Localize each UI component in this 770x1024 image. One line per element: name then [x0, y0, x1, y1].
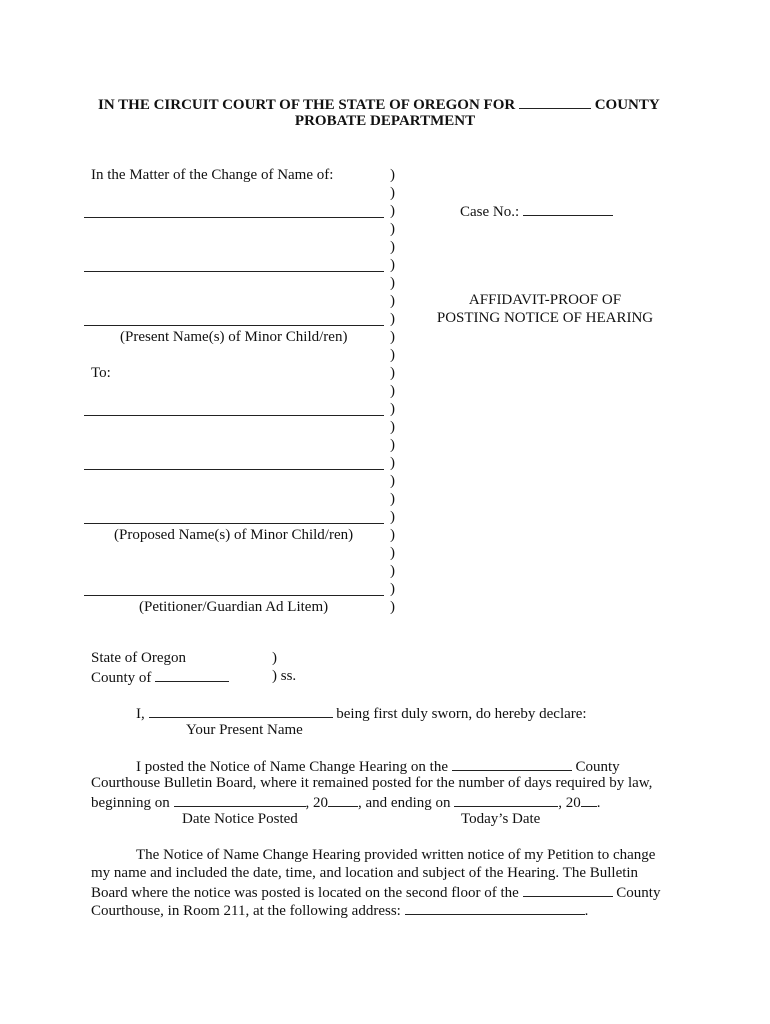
- p2-line1: The Notice of Name Change Hearing provided written notice of my Petition to change: [136, 847, 656, 863]
- caption-paren: ): [390, 437, 395, 453]
- p2-county-label: County: [616, 885, 661, 901]
- year2-label: , 20: [558, 795, 581, 811]
- your-name-blank[interactable]: [149, 703, 333, 718]
- caption-paren: ): [390, 275, 395, 291]
- caption-paren: ): [390, 203, 395, 219]
- beginning-label: beginning on: [91, 795, 170, 811]
- declare-prefix: I,: [136, 706, 145, 722]
- year2-blank[interactable]: [581, 792, 597, 807]
- address-blank[interactable]: [405, 900, 585, 915]
- county-of-blank[interactable]: [155, 667, 229, 682]
- caption-paren: ): [390, 545, 395, 561]
- caption-paren: ): [390, 239, 395, 255]
- caption-paren: ): [390, 419, 395, 435]
- case-no-blank[interactable]: [523, 201, 613, 216]
- todays-date-label: Today’s Date: [461, 811, 541, 827]
- p1-line3: [91, 792, 600, 812]
- p2-period: .: [584, 903, 589, 919]
- caption-paren: ): [390, 509, 395, 525]
- p1-line2: Courthouse Bulletin Board, where it remained posted for the number of days required by law,: [91, 775, 653, 791]
- p1-line1: [136, 756, 620, 776]
- your-name-label: Your Present Name: [186, 722, 303, 738]
- state-label: State of Oregon: [91, 650, 186, 666]
- caption-paren: ): [390, 527, 395, 543]
- declaration-line: [136, 703, 587, 723]
- proposed-line-3[interactable]: [84, 523, 384, 524]
- caption-paren: ): [390, 329, 395, 345]
- year1-blank[interactable]: [328, 792, 358, 807]
- county-label: COUNTY: [594, 97, 660, 113]
- caption-paren: ): [390, 257, 395, 273]
- county-of-label: County of: [91, 670, 152, 686]
- county-of: [91, 667, 229, 687]
- proposed-names-label: (Proposed Name(s) of Minor Child/ren): [114, 527, 354, 543]
- proposed-line-2[interactable]: [84, 469, 384, 470]
- caption-paren: ): [390, 563, 395, 579]
- court-header-text: IN THE CIRCUIT COURT OF THE STATE OF OREGON FOR: [98, 97, 516, 113]
- ss-label: ) ss.: [272, 668, 297, 684]
- caption-paren: ): [390, 293, 395, 309]
- name-line-3[interactable]: [84, 325, 384, 326]
- venue-paren: ): [272, 650, 277, 666]
- name-line-1[interactable]: [84, 217, 384, 218]
- p2-line4: [91, 900, 588, 920]
- p1-period: .: [596, 795, 601, 811]
- petitioner-line[interactable]: [84, 595, 384, 596]
- ending-label: , and ending on: [358, 795, 451, 811]
- county-blank[interactable]: [519, 94, 591, 109]
- declare-suffix: being first duly sworn, do hereby declare:: [336, 706, 587, 722]
- caption-paren: ): [390, 311, 395, 327]
- p2-line3: [91, 882, 660, 902]
- caption-paren: ): [390, 365, 395, 381]
- name-line-2[interactable]: [84, 271, 384, 272]
- date-notice-label: Date Notice Posted: [182, 811, 298, 827]
- p1-county-label: County: [575, 759, 620, 775]
- caption-paren: ): [390, 401, 395, 417]
- court-header-line1: [98, 94, 660, 114]
- proposed-line-1[interactable]: [84, 415, 384, 416]
- caption-paren: ): [390, 221, 395, 237]
- bulletin-county-blank[interactable]: [452, 756, 572, 771]
- p2-line3-text: Board where the notice was posted is located on the second floor of the: [91, 885, 519, 901]
- affidavit-title-line2: POSTING NOTICE OF HEARING: [436, 310, 654, 326]
- board-county-blank[interactable]: [523, 882, 613, 897]
- caption-paren: ): [390, 491, 395, 507]
- caption-paren: ): [390, 383, 395, 399]
- caption-paren: ): [390, 581, 395, 597]
- p2-line4-text: Courthouse, in Room 211, at the following address:: [91, 903, 401, 919]
- p2-line2: my name and included the date, time, and location and subject of the Hearing. The Bulletin: [91, 865, 639, 881]
- caption-paren: ): [390, 185, 395, 201]
- todays-date-blank[interactable]: [454, 792, 558, 807]
- present-names-label: (Present Name(s) of Minor Child/ren): [120, 329, 348, 345]
- case-number: [460, 201, 613, 221]
- caption-paren: ): [390, 473, 395, 489]
- caption-paren: ): [390, 455, 395, 471]
- petitioner-label: (Petitioner/Guardian Ad Litem): [139, 599, 329, 615]
- p1-line1-text: I posted the Notice of Name Change Hearing on the: [136, 759, 448, 775]
- affidavit-title-line1: AFFIDAVIT-PROOF OF: [468, 292, 622, 308]
- date-posted-blank[interactable]: [174, 792, 306, 807]
- to-label: To:: [91, 365, 111, 381]
- year1-label: , 20: [305, 795, 328, 811]
- caption-paren: ): [390, 347, 395, 363]
- caption-paren: ): [390, 167, 395, 183]
- caption-paren: ): [390, 599, 395, 615]
- matter-label: In the Matter of the Change of Name of:: [91, 167, 334, 183]
- court-header-line2: PROBATE DEPARTMENT: [294, 113, 476, 129]
- case-no-label: Case No.:: [460, 204, 520, 220]
